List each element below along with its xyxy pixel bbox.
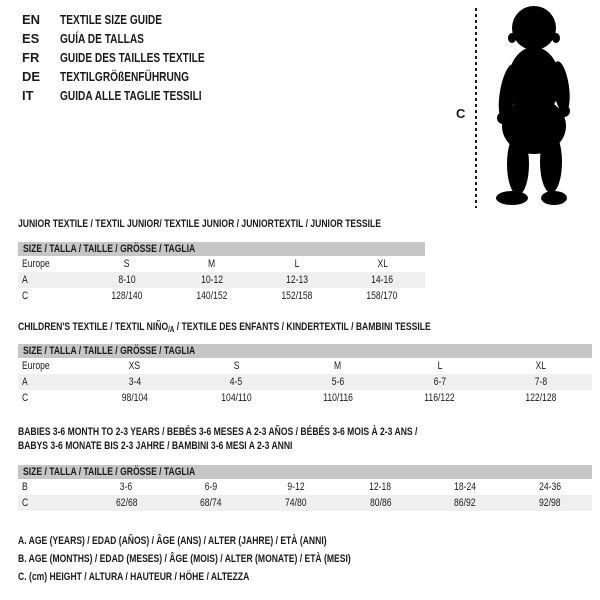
cell: 140/152 <box>196 290 228 302</box>
language-code: DE <box>22 69 41 84</box>
cell: XL <box>377 258 388 270</box>
cell: 86/92 <box>454 497 476 509</box>
language-row-de <box>22 67 245 86</box>
cell: 4-5 <box>230 376 243 388</box>
table-row-height-cm <box>18 495 592 511</box>
language-legend <box>22 10 245 105</box>
row-label: C <box>22 290 29 302</box>
cell: 12-18 <box>369 481 392 493</box>
language-label: GUIDE DES TAILLES TEXTILE <box>60 50 205 65</box>
babies-section-title: BABIES 3-6 MONTH TO 2-3 YEARS / BEBÉS 3-6 MESES A 2-3 AÑOS / BÉBÉS 3-6 MOIS À 2-3 ANS / BABYS 3-6 MONATE BIS 2-3 JAHRE / BAMBINI 3-6 MESI A 2-3 ANNI <box>18 426 418 452</box>
cell: 158/170 <box>366 290 398 302</box>
junior-section-title: JUNIOR TEXTILE / TEXTIL JUNIOR/ TEXTILE JUNIOR / JUNIORTEXTIL / JUNIOR TESSILE <box>18 218 381 230</box>
row-label: Europe <box>22 360 50 372</box>
cell: 68/74 <box>200 497 222 509</box>
cell: 116/122 <box>424 392 455 404</box>
table-header-bar: SIZE / TALLA / TAILLE / GRÖSSE / TAGLIA <box>18 242 425 256</box>
cell: M <box>208 258 216 270</box>
language-label: TEXTILE SIZE GUIDE <box>60 12 162 27</box>
size-table-children <box>18 344 592 406</box>
cell: L <box>437 360 442 372</box>
language-row-es <box>22 29 245 48</box>
cell: 5-6 <box>331 376 345 388</box>
cell: 92/98 <box>538 497 561 509</box>
table-header-bar: SIZE / TALLA / TAILLE / GRÖSSE / TAGLIA <box>18 344 592 358</box>
language-code: IT <box>22 88 34 103</box>
row-label: A <box>22 376 28 388</box>
row-label: Europe <box>22 258 50 270</box>
cell: XS <box>129 360 141 372</box>
footnote-age-months: B. AGE (MONTHS) / EDAD (MESES) / ÂGE (MOIS) / ALTER (MONATE) / ETÀ (MESI) <box>18 553 351 565</box>
cell: 3-6 <box>120 481 133 493</box>
language-row-fr <box>22 48 245 67</box>
cell: 3-4 <box>128 376 142 388</box>
language-row-en <box>22 10 245 29</box>
baby-height-figure <box>450 2 595 214</box>
cell: L <box>294 258 300 270</box>
cell: 128/140 <box>111 290 143 302</box>
table-row-age-months <box>18 479 592 495</box>
table-row-age-years <box>18 374 592 390</box>
language-row-it <box>22 86 245 105</box>
language-label: GUÍA DE TALLAS <box>60 31 144 46</box>
size-table-junior <box>18 242 425 304</box>
cell: 104/110 <box>221 392 252 404</box>
cell: 80/86 <box>369 497 392 509</box>
cell: 6-9 <box>204 481 218 493</box>
cell: M <box>334 360 342 372</box>
baby-silhouette-shape <box>495 6 572 205</box>
table-row-europe <box>18 358 592 374</box>
table-row-age-years <box>18 272 425 288</box>
cell: S <box>123 258 130 270</box>
row-label: C <box>22 392 29 404</box>
cell: 122/128 <box>525 392 557 404</box>
cell: 14-16 <box>371 274 394 286</box>
language-code: FR <box>22 50 40 65</box>
children-section-title: CHILDREN'S TEXTILE / TEXTIL $NIÑO_{/A}$ / TEXTILE DES ENFANTS / KINDERTEXTIL / BAMBINI TESSILE <box>18 321 431 334</box>
cell: 74/80 <box>284 497 307 509</box>
footnote-height: C. (cm) HEIGHT / ALTURA / HAUTEUR / HÖHE / ALTEZZA <box>18 571 250 583</box>
subscript: /A <box>168 325 175 334</box>
cell: 18-24 <box>454 481 476 493</box>
language-label: TEXTILGRÖßENFÜHRUNG <box>60 69 190 84</box>
baby-silhouette <box>470 2 595 214</box>
cell: 110/116 <box>323 392 353 404</box>
cell: 8-10 <box>118 274 136 286</box>
height-measure-label: C <box>456 106 466 121</box>
row-label: C <box>22 497 29 509</box>
cell: S <box>233 360 240 372</box>
table-row-europe <box>18 256 425 272</box>
table-header-bar: SIZE / TALLA / TAILLE / GRÖSSE / TAGLIA <box>18 465 592 479</box>
footnote-age-years: A. AGE (YEARS) / EDAD (AÑOS) / ÂGE (ANS) / ALTER (JAHRE) / ETÀ (ANNI) <box>18 535 327 547</box>
language-code: ES <box>22 31 40 46</box>
language-label: GUIDA ALLE TAGLIE TESSILI <box>60 88 202 103</box>
cell: XL <box>535 360 547 372</box>
row-label: A <box>22 274 28 286</box>
cell: 62/68 <box>115 497 138 509</box>
table-row-height-cm <box>18 390 592 406</box>
cell: 7-8 <box>534 376 548 388</box>
cell: 152/158 <box>281 290 313 302</box>
language-code: EN <box>22 12 41 27</box>
cell: 24-36 <box>538 481 561 493</box>
table-row-height-cm <box>18 288 425 304</box>
cell: 12-13 <box>286 274 309 286</box>
cell: 9-12 <box>287 481 305 493</box>
footnotes <box>18 535 445 589</box>
cell: 6-7 <box>433 376 446 388</box>
row-label: B <box>22 481 28 493</box>
cell: 98/104 <box>121 392 148 404</box>
cell: 10-12 <box>200 274 223 286</box>
size-table-babies <box>18 465 592 511</box>
